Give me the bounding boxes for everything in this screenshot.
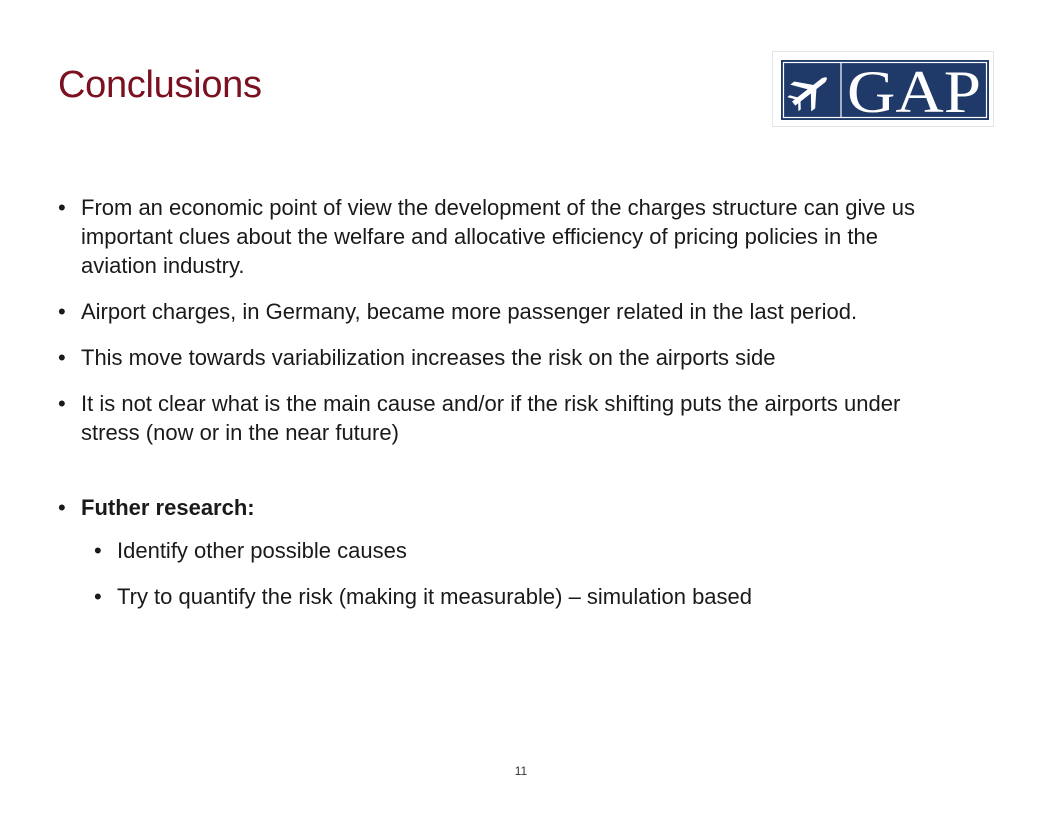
slide-body — [58, 193, 958, 628]
conclusions-list — [58, 193, 958, 611]
bullet-item — [58, 297, 958, 326]
bullet-item — [58, 193, 958, 280]
bullet-text: It is not clear what is the main cause and/or if the risk shifting puts the airports under stress (now or in the near future) — [81, 391, 901, 445]
sub-bullet-text: Identify other possible causes — [117, 538, 407, 563]
sub-bullet-item — [94, 536, 958, 565]
further-research-list — [94, 536, 958, 611]
bullet-text: This move towards variabilization increases the risk on the airports side — [81, 345, 776, 370]
logo-wordmark: GAP — [847, 59, 981, 125]
slide-title: Conclusions — [58, 64, 262, 106]
sub-bullet-item — [94, 582, 958, 611]
page-number: 11 — [514, 764, 528, 778]
sub-bullet-text: Try to quantify the risk (making it measurable) – simulation based — [117, 584, 753, 609]
bullet-text: Airport charges, in Germany, became more passenger related in the last period. — [81, 299, 858, 324]
bullet-item — [58, 389, 958, 447]
bullet-item — [58, 343, 958, 372]
bullet-text: From an economic point of view the development of the charges structure can give us important clues about the welfare and allocative efficiency of pricing policies in the aviation industry. — [81, 195, 915, 278]
further-research-item — [58, 493, 958, 611]
further-research-heading: Futher research: — [81, 495, 255, 520]
gap-logo — [772, 51, 994, 127]
